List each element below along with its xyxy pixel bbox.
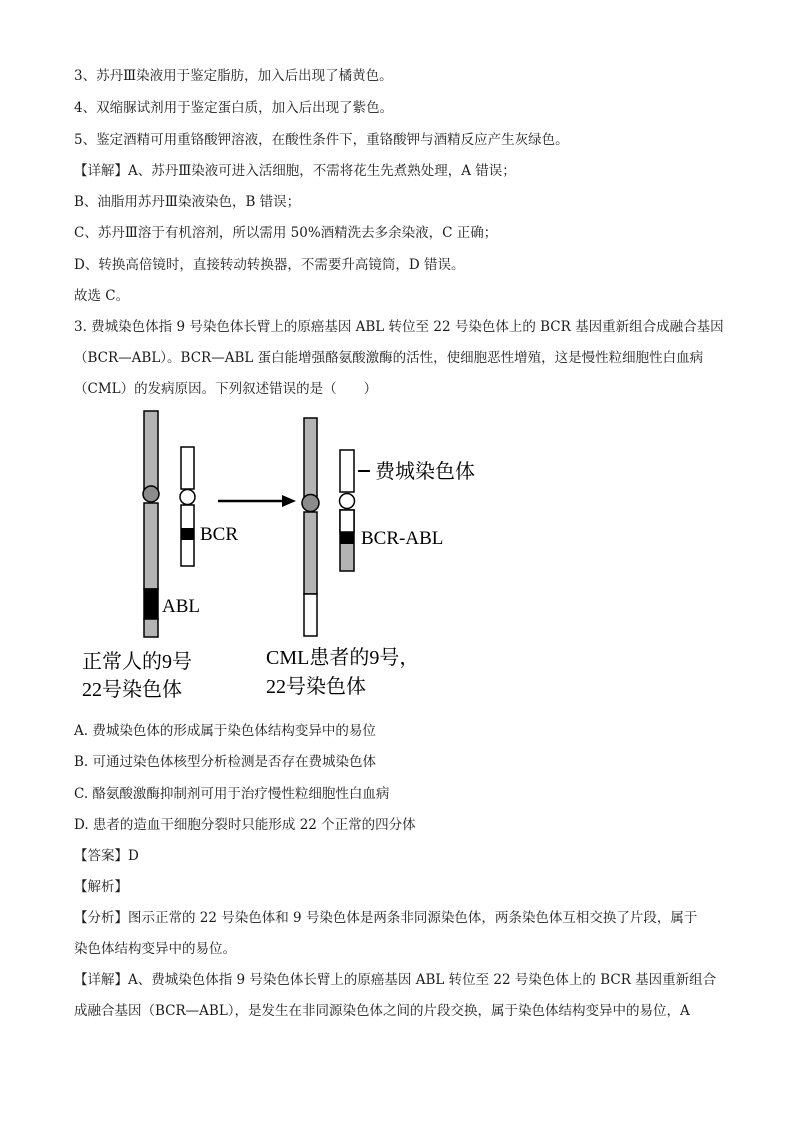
bcr-abl-label: BCR-ABL bbox=[361, 528, 444, 549]
arrow-icon bbox=[218, 495, 296, 507]
analysis-title: 【解析】 bbox=[74, 879, 128, 895]
bcr-label: BCR bbox=[200, 524, 239, 545]
text-line: C、苏丹Ⅲ溶于有机溶剂，所以需用 50%酒精洗去多余染液，C 正确； bbox=[74, 225, 498, 241]
answer: 【答案】D bbox=[74, 848, 139, 864]
text-line: B、油脂用苏丹Ⅲ染液染色，B 错误； bbox=[74, 194, 301, 210]
option-a: A. 费城染色体的形成属于染色体结构变异中的易位 bbox=[74, 723, 376, 739]
abl-label: ABL bbox=[162, 596, 200, 617]
cml-chromosome-9 bbox=[302, 418, 319, 636]
text-line: 【详解】A、苏丹Ⅲ染液可进入活细胞，不需将花生先煮熟处理，A 错误； bbox=[74, 163, 516, 179]
text-line: 故选 C。 bbox=[74, 288, 130, 304]
normal-chromosome-9 bbox=[143, 411, 159, 637]
right-caption-line-2: 22号染色体 bbox=[266, 676, 366, 698]
bcr-gene-band bbox=[181, 528, 194, 540]
text-line: 3、苏丹Ⅲ染液用于鉴定脂肪，加入后出现了橘黄色。 bbox=[74, 68, 393, 84]
right-caption-line-1: CML患者的9号， bbox=[266, 647, 420, 669]
text-line: 5、鉴定酒精可用重铬酸钾溶液，在酸性条件下，重铬酸钾与酒精反应产生灰绿色。 bbox=[74, 132, 569, 148]
option-d: D. 患者的造血干细胞分裂时只能形成 22 个正常的四分体 bbox=[74, 817, 416, 833]
philadelphia-chromosome bbox=[340, 450, 355, 571]
analysis-line: 成融合基因（BCR—ABL），是发生在非同源染色体之间的片段交换，属于染色体结构变异中的易位，A bbox=[74, 1003, 690, 1019]
text-line: 4、双缩脲试剂用于鉴定蛋白质，加入后出现了紫色。 bbox=[74, 100, 394, 116]
option-b: B. 可通过染色体核型分析检测是否存在费城染色体 bbox=[74, 754, 377, 770]
question-stem-line: 3. 费城染色体指 9 号染色体长臂上的原癌基因 ABL 转位至 22 号染色体上的 BCR 基因重新组合成融合基因 bbox=[74, 319, 724, 335]
abl-gene-band bbox=[144, 589, 158, 619]
left-caption-line-1: 正常人的9号 bbox=[82, 651, 192, 673]
question-stem-line: （CML）的发病原因。下列叙述错误的是（ ） bbox=[74, 381, 378, 397]
text-line: D、转换高倍镜时，直接转动转换器，不需要升高镜筒，D 错误。 bbox=[74, 257, 465, 273]
left-caption-line-2: 22号染色体 bbox=[82, 679, 182, 701]
analysis-line: 【分析】图示正常的 22 号染色体和 9 号染色体是两条非同源染色体，两条染色体互相交换了片段，属于 bbox=[74, 910, 698, 926]
bcr-abl-gene-band bbox=[340, 532, 354, 544]
normal-chromosome-22 bbox=[180, 447, 195, 566]
question-stem-line: （BCR—ABL）。BCR—ABL 蛋白能增强酪氨酸激酶的活性，使细胞恶性增殖，这是慢性粒细胞性白血病 bbox=[74, 350, 704, 366]
chromosome-diagram bbox=[70, 404, 530, 704]
option-c: C. 酪氨酸激酶抑制剂可用于治疗慢性粒细胞性白血病 bbox=[74, 786, 390, 802]
analysis-line: 染色体结构变异中的易位。 bbox=[74, 941, 236, 957]
philadelphia-label: 费城染色体 bbox=[375, 459, 475, 483]
analysis-line: 【详解】A、费城染色体指 9 号染色体长臂上的原癌基因 ABL 转位至 22 号染色体上的 BCR 基因重新组合 bbox=[74, 972, 717, 988]
